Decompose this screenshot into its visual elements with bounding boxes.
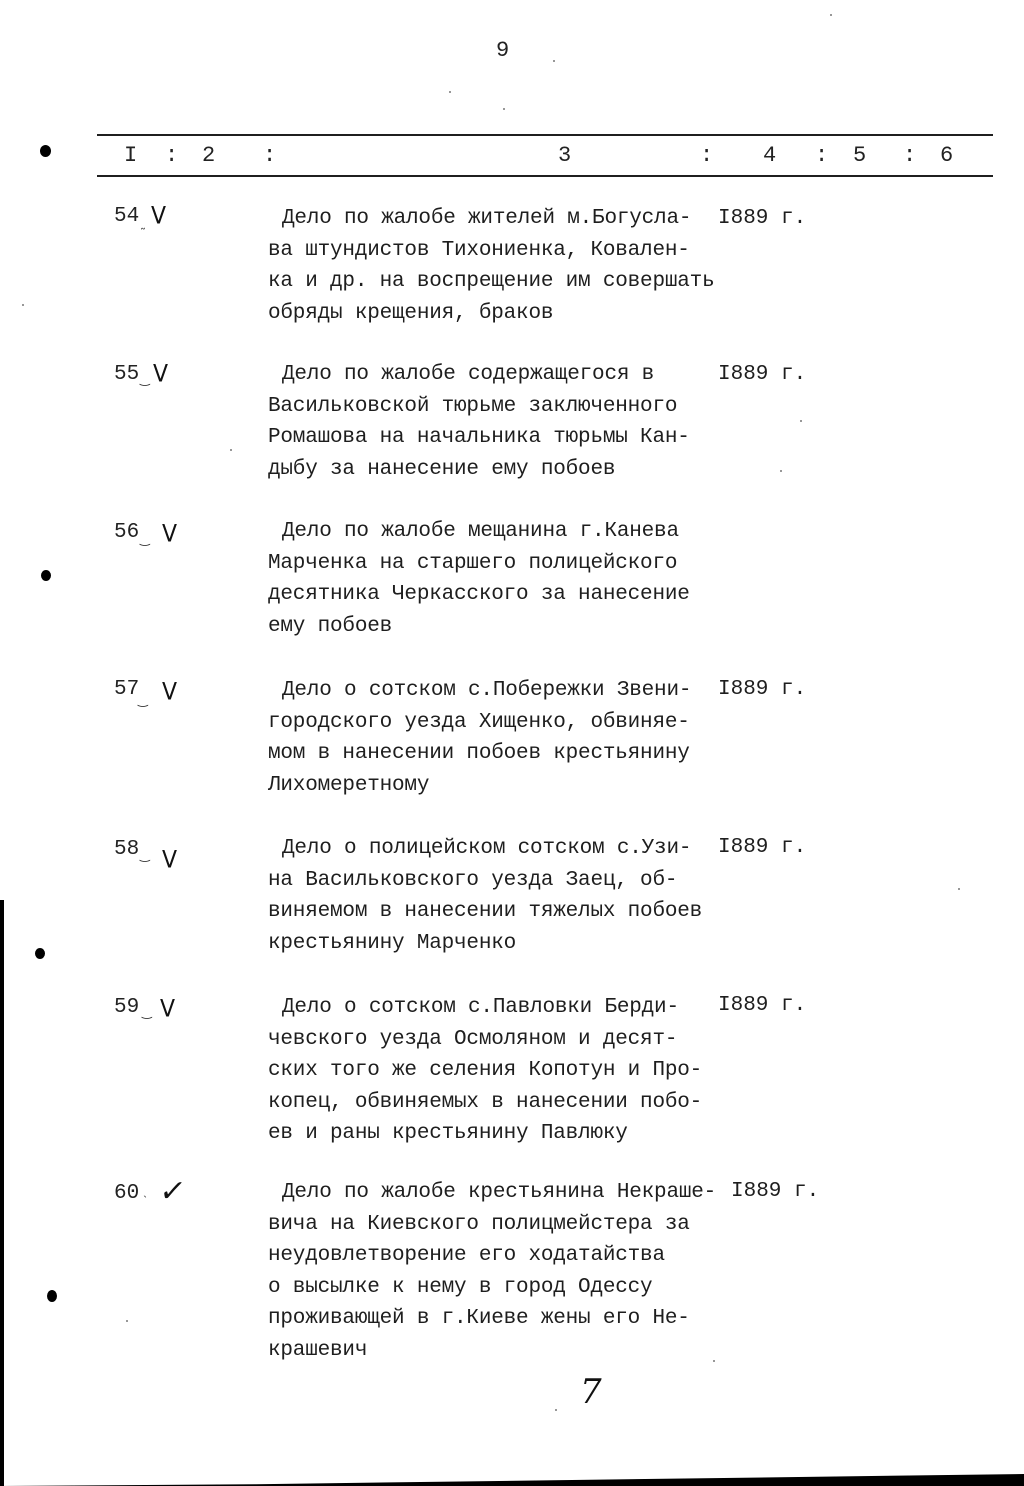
entry-year: I889 г. bbox=[731, 1180, 820, 1203]
description-line: Дело о сотском с.Побережки Звени- bbox=[282, 679, 692, 702]
description-line: мом в нанесении побоев крестьянину bbox=[268, 742, 690, 765]
checkmark-icon: V bbox=[160, 995, 176, 1024]
header-rule-bottom bbox=[97, 175, 993, 177]
entry-description bbox=[268, 516, 728, 642]
entry-number: 57 bbox=[114, 678, 140, 701]
column-separator: : bbox=[263, 143, 277, 168]
entry-year: I889 г. bbox=[718, 207, 807, 230]
column-header-2: 2 bbox=[202, 143, 216, 168]
entry-year: I889 г. bbox=[718, 678, 807, 701]
column-header-4: 4 bbox=[763, 143, 777, 168]
description-line: проживающей в г.Киеве жены его Не- bbox=[268, 1307, 690, 1330]
punch-hole-icon bbox=[40, 145, 51, 157]
description-line: Дело по жалобе крестьянина Некраше- bbox=[282, 1181, 717, 1204]
description-line: неудовлетворение его ходатайства bbox=[268, 1244, 665, 1267]
checkmark-icon: V bbox=[162, 678, 178, 707]
scan-speck bbox=[22, 304, 24, 306]
header-rule-top bbox=[97, 134, 993, 136]
description-line: виняемом в нанесении тяжелых побоев bbox=[268, 900, 703, 923]
entry-number: 59 bbox=[114, 996, 140, 1019]
description-line: ва штундистов Тихониенка, Ковален- bbox=[268, 238, 690, 262]
page-number: 9 bbox=[496, 38, 510, 63]
description-line: Дело по жалобе жителей м.Богусла- bbox=[282, 207, 692, 230]
description-line: городского уезда Хищенко, обвиняе- bbox=[268, 710, 690, 734]
scan-speck bbox=[958, 888, 960, 890]
entry-number: 60 bbox=[114, 1182, 140, 1205]
scan-border-left bbox=[0, 900, 4, 1486]
description-line: десятника Черкасского за нанесение bbox=[268, 583, 690, 606]
column-header-3: 3 bbox=[558, 143, 572, 168]
entry-description bbox=[268, 1177, 828, 1366]
description-line: вича на Киевского полицмейстера за bbox=[268, 1212, 690, 1236]
hook-mark-icon: ‿ bbox=[140, 848, 150, 862]
entry-number: 56 bbox=[114, 521, 140, 544]
description-line: о высылке к нему в город Одессу bbox=[268, 1275, 653, 1299]
entry-year: I889 г. bbox=[718, 836, 807, 859]
scan-speck bbox=[126, 1320, 128, 1322]
description-line: Дело по жалобе мещанина г.Канева bbox=[282, 520, 679, 543]
scan-speck bbox=[553, 60, 555, 62]
description-line: Дело о сотском с.Павловки Берди- bbox=[282, 996, 679, 1019]
description-line: ских того же селения Копотун и Про- bbox=[268, 1059, 703, 1082]
scan-speck bbox=[830, 14, 832, 16]
checkmark-icon: ✓ bbox=[156, 1174, 189, 1209]
punch-hole-icon bbox=[41, 570, 51, 581]
punch-hole-icon bbox=[47, 1290, 57, 1302]
entry-description bbox=[268, 992, 728, 1150]
description-line: Лихомеретному bbox=[268, 773, 430, 797]
description-line: дыбу за нанесение ему побоев bbox=[268, 457, 616, 481]
column-separator: : bbox=[903, 143, 917, 168]
entry-number: 55 bbox=[114, 363, 140, 386]
hook-mark-icon: ‿ bbox=[142, 1005, 152, 1019]
description-line: крашевич bbox=[268, 1338, 368, 1362]
hook-mark-icon: ˴ bbox=[143, 1188, 147, 1202]
description-line: копец, обвиняемых в нанесении побо- bbox=[268, 1090, 703, 1114]
scan-speck bbox=[780, 470, 782, 472]
description-line: Дело о полицейском сотском с.Узи- bbox=[282, 837, 692, 860]
description-line: ка и др. на воспрещение им совершать bbox=[268, 270, 715, 293]
column-header-1: I bbox=[124, 143, 138, 168]
checkmark-icon: V bbox=[153, 360, 169, 389]
hook-mark-icon: ‿ bbox=[140, 532, 150, 546]
scan-speck bbox=[555, 1409, 557, 1411]
entry-year: I889 г. bbox=[718, 363, 807, 386]
scan-speck bbox=[713, 1360, 715, 1362]
column-separator: : bbox=[815, 143, 829, 168]
scan-speck bbox=[449, 91, 451, 93]
description-line: Марченка на старшего полицейского bbox=[268, 551, 678, 575]
hook-mark-icon: ‿ bbox=[138, 693, 148, 707]
column-header-6: 6 bbox=[940, 143, 954, 168]
column-header-5: 5 bbox=[853, 143, 867, 168]
checkmark-icon: V bbox=[162, 520, 178, 549]
description-line: крестьянину Марченко bbox=[268, 931, 517, 955]
handwritten-sheet-number: 7 bbox=[580, 1372, 602, 1412]
scan-speck bbox=[230, 449, 232, 451]
description-line: обряды крещения, браков bbox=[268, 301, 554, 325]
entry-number: 58 bbox=[114, 838, 140, 861]
description-line: Дело по жалобе содержащегося в bbox=[282, 363, 655, 386]
column-separator: : bbox=[165, 143, 179, 168]
punch-hole-icon bbox=[35, 948, 45, 959]
description-line: на Васильковского уезда Заец, об- bbox=[268, 868, 678, 892]
description-line: ев и раны крестьянину Павлюку bbox=[268, 1122, 628, 1145]
description-line: ему побоев bbox=[268, 614, 393, 638]
hook-mark-icon: ˷ bbox=[140, 216, 146, 230]
scan-border-bottom bbox=[0, 1474, 1024, 1486]
entry-number: 54 bbox=[114, 205, 140, 228]
checkmark-icon: V bbox=[162, 846, 178, 875]
entry-year: I889 г. bbox=[718, 994, 807, 1017]
entry-description bbox=[268, 675, 728, 801]
scan-speck bbox=[800, 420, 802, 422]
column-separator: : bbox=[700, 143, 714, 168]
entry-description bbox=[268, 203, 728, 329]
hook-mark-icon: ‿ bbox=[140, 372, 150, 386]
checkmark-icon: V bbox=[151, 202, 167, 231]
description-line: Ромашова на начальника тюрьмы Кан- bbox=[268, 426, 690, 449]
entry-description bbox=[268, 359, 728, 485]
scan-speck bbox=[503, 108, 505, 110]
entry-description bbox=[268, 833, 728, 959]
description-line: Васильковской тюрьме заключенного bbox=[268, 394, 678, 418]
description-line: чевского уезда Осмоляном и десят- bbox=[268, 1027, 678, 1051]
